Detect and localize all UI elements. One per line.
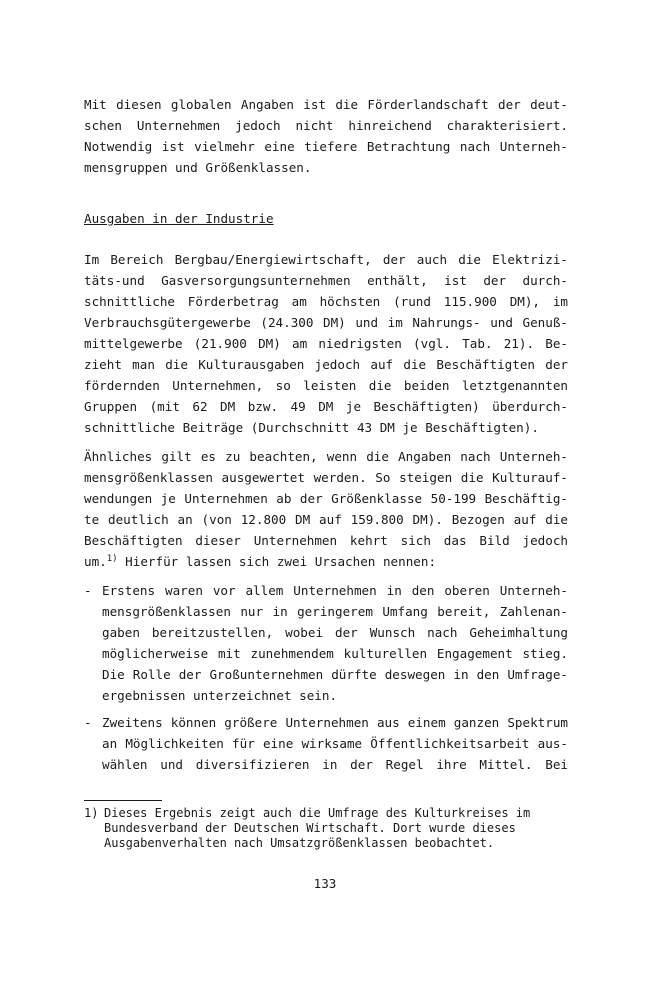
text-line: wählen und diversifizieren in der Regel ihre Mittel. Bei (102, 757, 568, 772)
reasons-list-continued (84, 712, 568, 775)
text-line: an Möglichkeiten für eine wirksame Öffentlichkeitsarbeit aus- (102, 736, 568, 751)
list-item (84, 580, 568, 706)
text-line: Zweitens können größere Unternehmen aus einem ganzen Spektrum (102, 715, 568, 730)
text-line: mensgrößenklassen ausgewertet werden. So steigen die Kulturauf- (84, 470, 568, 485)
paragraph-size-classes (84, 446, 568, 572)
text-line: Die Rolle der Großunternehmen dürfte deswegen in den Umfrage- (102, 667, 568, 682)
footnote (84, 806, 568, 851)
page-number: 133 (313, 876, 337, 891)
text-line: täts-und Gasversorgungsunternehmen enthält, ist der durch- (84, 273, 568, 288)
text-segment: um. (84, 554, 107, 569)
footnote-marker: 1) (84, 806, 99, 820)
text-line: Im Bereich Bergbau/Energiewirtschaft, der auch die Elektrizi- (84, 252, 568, 267)
list-dash: - (84, 715, 92, 730)
text-line: zieht man die Kulturausgaben jedoch auf die Beschäftigten der (84, 357, 568, 372)
text-line: te deutlich an (von 12.800 DM auf 159.800 DM). Bezogen auf die (84, 512, 568, 527)
list-dash: - (84, 583, 92, 598)
text-line: Beschäftigten dieser Unternehmen kehrt sich das Bild jedoch (84, 533, 568, 548)
text-segment: Hierfür lassen sich zwei Ursachen nennen: (117, 554, 437, 569)
text-line: möglicherweise mit zunehmendem kulturellen Engagement stieg. (102, 646, 568, 661)
text-line: Verbrauchsgütergewerbe (24.300 DM) und im Nahrungs- und Genuß- (84, 315, 568, 330)
footnote-line: Dieses Ergebnis zeigt auch die Umfrage des Kulturkreises im (104, 806, 531, 820)
text-line: mensgruppen und Größenklassen. (84, 160, 312, 175)
text-line: schen Unternehmen jedoch nicht hinreichend charakterisiert. (84, 118, 568, 133)
text-line: fördernden Unternehmen, so leisten die beiden letztgenannten (84, 378, 568, 393)
text-line: Notwendig ist vielmehr eine tiefere Betrachtung nach Unterneh- (84, 139, 568, 154)
text-line: schnittliche Förderbetrag am höchsten (rund 115.900 DM), im (84, 294, 568, 309)
footnote-reference: 1) (106, 554, 118, 564)
section-heading-block (84, 208, 568, 229)
footnote-line: Bundesverband der Deutschen Wirtschaft. Dort wurde dieses (104, 821, 516, 835)
text-line: gaben bereitzustellen, wobei der Wunsch nach Geheimhaltung (102, 625, 568, 640)
footnote-line: Ausgabenverhalten nach Umsatzgrößenklassen beobachtet. (104, 836, 495, 850)
text-line: Erstens waren vor allem Unternehmen in den oberen Unterneh- (102, 583, 568, 598)
paragraph-intro (84, 94, 568, 178)
text-line: wendungen je Unternehmen ab der Größenklasse 50-199 Beschäftig- (84, 491, 568, 506)
text-line: schnittliche Beiträge (Durchschnitt 43 DM je Beschäftigten). (84, 420, 539, 435)
text-line: Ähnliches gilt es zu beachten, wenn die Angaben nach Unterneh- (84, 449, 568, 464)
text-line (84, 551, 568, 572)
paragraph-industry (84, 249, 568, 438)
text-line: Gruppen (mit 62 DM bzw. 49 DM je Beschäftigten) überdurch- (84, 399, 568, 414)
reasons-list (84, 580, 568, 706)
list-item (84, 712, 568, 775)
footnote-separator (84, 800, 162, 801)
text-line: Mit diesen globalen Angaben ist die Förderlandschaft der deut- (84, 97, 568, 112)
section-heading: Ausgaben in der Industrie (84, 211, 274, 226)
text-line: mittelgewerbe (21.900 DM) am niedrigsten (vgl. Tab. 21). Be- (84, 336, 568, 351)
text-line: ergebnissen unterzeichnet sein. (102, 688, 338, 703)
text-line: mensgrößenklassen nur in geringerem Umfang bereit, Zahlenan- (102, 604, 568, 619)
